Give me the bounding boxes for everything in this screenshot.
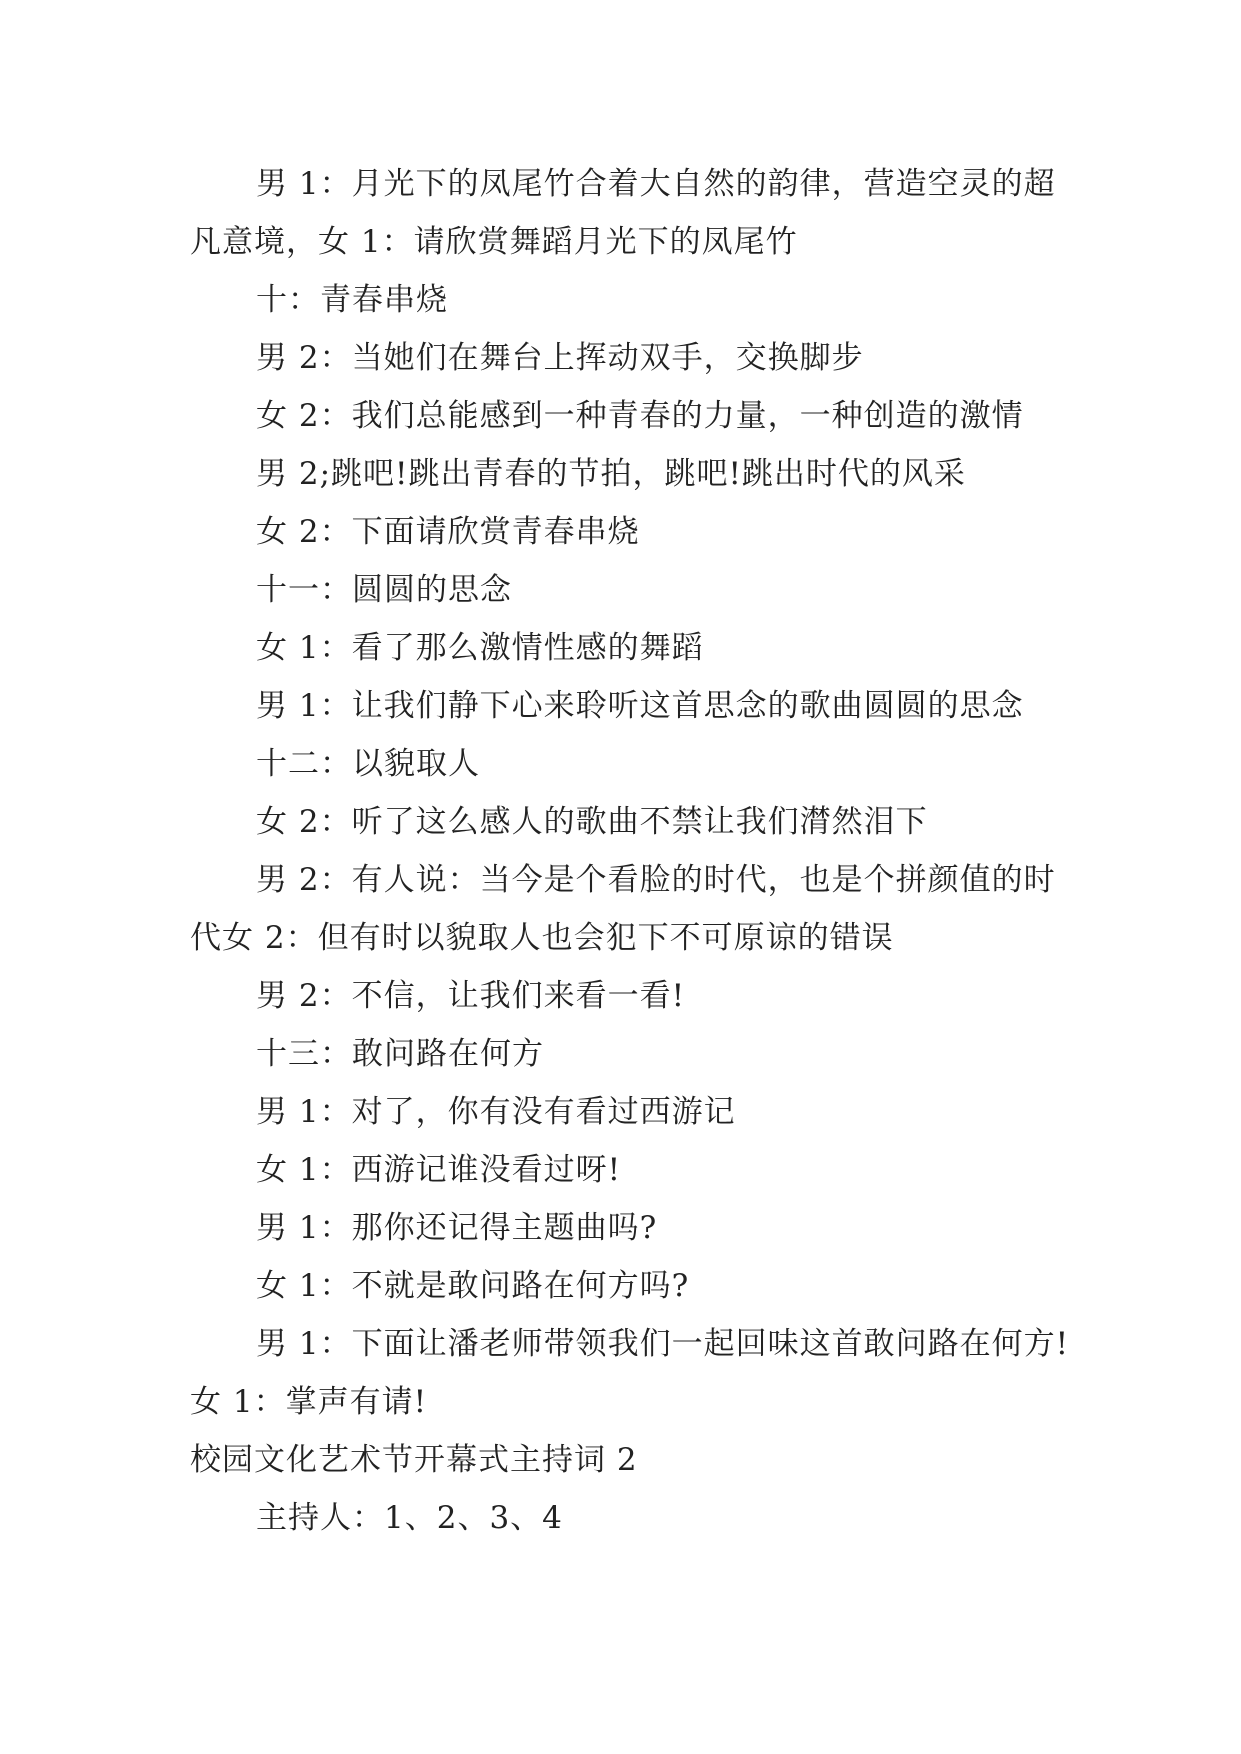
paragraph: 男 2：当她们在舞台上挥动双手，交换脚步 [256, 340, 864, 376]
section-heading: 十三：敢问路在何方 [256, 1036, 544, 1072]
paragraph: 女 2：下面请欣赏青春串烧 [256, 514, 640, 550]
document-title: 校园文化艺术节开幕式主持词 2 [190, 1442, 638, 1478]
paragraph: 男 2：有人说：当今是个看脸的时代，也是个拼颜值的时代女 2：但有时以貌取人也会犯下不可原谅的错误 [190, 862, 1056, 956]
paragraph: 女 2：我们总能感到一种青春的力量，一种创造的激情 [256, 398, 1024, 434]
paragraph: 男 1：月光下的凤尾竹合着大自然的韵律，营造空灵的超凡意境，女 1：请欣赏舞蹈月光下的凤尾竹 [190, 166, 1056, 260]
paragraph: 男 2;跳吧!跳出青春的节拍，跳吧!跳出时代的风采 [256, 456, 966, 492]
paragraph: 男 1：那你还记得主题曲吗? [256, 1210, 658, 1246]
section-heading: 十一：圆圆的思念 [256, 572, 512, 608]
paragraph: 女 2：听了这么感人的歌曲不禁让我们潸然泪下 [256, 804, 928, 840]
paragraph: 男 1：对了，你有没有看过西游记 [256, 1094, 736, 1130]
paragraph: 女 1：西游记谁没看过呀! [256, 1152, 622, 1188]
section-heading: 十：青春串烧 [256, 282, 448, 318]
paragraph: 女 1：看了那么激情性感的舞蹈 [256, 630, 704, 666]
section-heading: 十二：以貌取人 [256, 746, 480, 782]
document-body [190, 155, 1070, 1547]
paragraph: 男 1：下面让潘老师带领我们一起回味这首敢问路在何方!女 1：掌声有请! [190, 1326, 1070, 1420]
paragraph: 主持人：1、2、3、4 [256, 1500, 563, 1536]
paragraph: 男 2：不信，让我们来看一看! [256, 978, 686, 1014]
paragraph: 男 1：让我们静下心来聆听这首思念的歌曲圆圆的思念 [256, 688, 1024, 724]
paragraph: 女 1：不就是敢问路在何方吗? [256, 1268, 690, 1304]
